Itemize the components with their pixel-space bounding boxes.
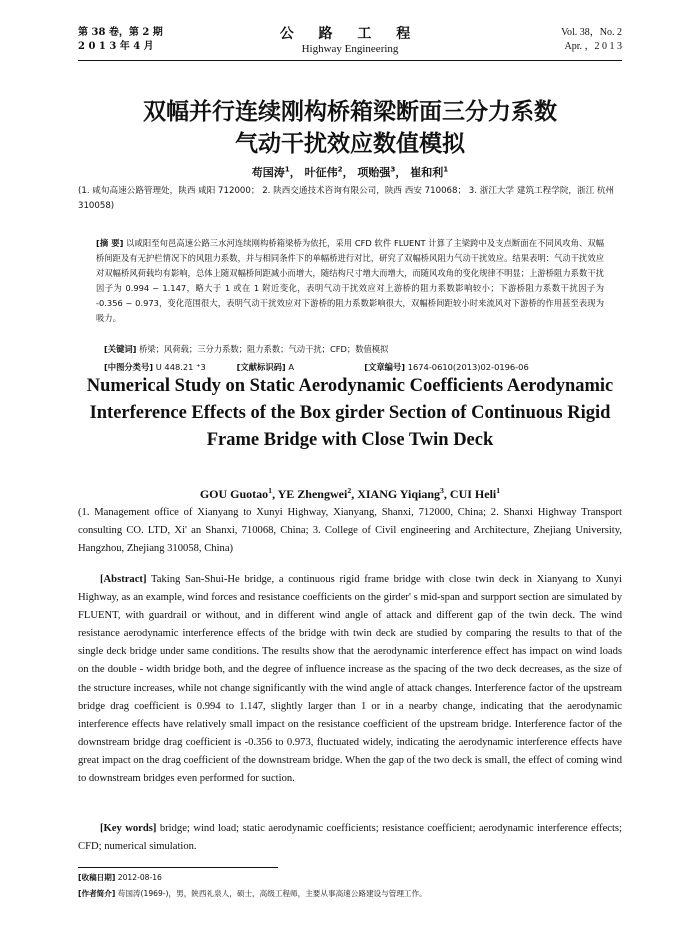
cn-title: 双幅并行连续刚构桥箱梁断面三分力系数 气动干扰效应数值模拟 — [143, 99, 557, 157]
en-abstract-text: Taking San-Shui-He bridge, a continuous rigid frame bridge with close twin deck in Xianyang to Xunyi Highway, as an example, wind forces and resistance coefficients on the girder' s mid-span and surpport section are simulated by FLUENT, with guardrail or without, and in different wind angle of attack and different gap of the twin deck. The wind resistance aerodynamic interference effects of the bridge with twin deck are studied by comparing the results to that of the single deck bridge under same conditions. The results show that the aerodynamic interference effect has impact on wind loads on the double - width bridge both, and the degree of influence increase as the spacing of the two deck decreases, as the size of the structure increases, while not change significantly with the wind angle of attack changes. Interference factor of the upstream bridge drag coefficient is 0.994 to 1.147, slightly larger than 1 or in a nearby change, indicating that the aerodynamic interference effects have relatively small impact on the resistance coefficient of the upstream bridge. Interference factor of the downstream bridge drag coefficient is -0.356 to 0.973, fluctuated widely, indicating the aerodynamic interference effects have great impact on the drag coefficient of the downstream bridge. When the gap of the two deck is small, the effect of coming wind to downstream bridges even performed for suction. — [78, 574, 622, 785]
cn-abstract — [96, 236, 604, 326]
journal-name-cn: 公 路 工 程 — [279, 26, 421, 42]
received-date: [收稿日期] 2012-08-16 — [78, 873, 162, 882]
cn-classification: [中图分类号] U 448.21 ⁺3 [文献标识码] A [文章编号] 1674-0610(2013)02-0196-06 — [104, 362, 529, 372]
volume-issue-en: Vol. 38，No. 2 Apr. ，2 0 1 3 — [561, 27, 622, 52]
en-authors: GOU Guotao$^1$, YE Zhengwei$^2$, XIANG Yiqiang$^3$, CUI Heli$^1$ — [199, 486, 501, 501]
en-keywords-label: [Key words] — [100, 823, 157, 834]
journal-name-en: Highway Engineering — [301, 43, 399, 55]
en-abstract-label: [Abstract] — [100, 574, 147, 585]
doc-code: A — [288, 362, 295, 372]
cn-abstract-label: [摘 要] — [96, 238, 124, 248]
running-header — [78, 26, 622, 60]
cn-keywords-label: [关键词] — [104, 344, 137, 354]
cn-keywords — [104, 343, 604, 355]
cn-affiliation: (1. 咸旬高速公路管理处，陕西 咸阳 712000； 2. 陕西交通技术咨询有限公司，陕西 西安 710068； 3. 浙江大学 建筑工程学院，浙江 杭州 310058) — [78, 186, 615, 211]
en-keywords-text: bridge; wind load; static aerodynamic coefficients; resistance coefficient; aerodynamic interference effects; CFD; numerical simulation. — [78, 823, 622, 852]
journal-name — [78, 26, 622, 57]
en-affiliation: (1. Management office of Xianyang to Xunyi Highway, Xianyang, Shanxi, 712000, China; 2. Shanxi Highway Transport consulting CO. LTD, Xi' an Shanxi, 710068, China; 3. College of Civil engineering and Architecture, Zhejiang University, Hangzhou, Zhejiang 310058, China) — [78, 507, 622, 554]
volume-issue-cn: 第 38 卷，第 2 期 2 0 1 3 年 4 月 — [78, 27, 163, 52]
cn-abstract-text: 以咸阳至旬邑高速公路三水河连续刚构桥箱梁桥为依托，采用 CFD 软件 FLUENT 计算了主梁跨中及支点断面在不同风攻角、双幅桥间距及有无护栏情况下的风阻力系数，并与相同条件下的单幅桥进行对比，研究了双幅桥风阻力气动干扰效应。结果表明：气动干扰效应对双幅桥风荷载均有影响，总体上随双幅桥间距减小而增大，随结构尺寸增大而增大，而随风攻角的变化规律不明显；上游桥阻力系数干扰因子为 0.994 ~ 1.147，略大于 1 或在 1 附近变化，表明气动干扰效应对上游桥的阻力系数影响较小；下游桥阻力系数干扰因子为 -0.356 ~ 0.973，变化范围很大，表明气动干扰效应对下游桥的阻力系数影响很大，双幅桥间距较小时来流风对下游桥的作用甚至表现为吸力。 — [96, 238, 604, 323]
en-keywords — [78, 820, 622, 856]
cn-keywords-text: 桥梁；风荷载；三分力系数；阻力系数；气动干扰；CFD；数值模拟 — [139, 344, 389, 354]
clc-number: U 448.21 ⁺3 — [155, 362, 206, 372]
header-rule — [78, 60, 622, 61]
en-title: Numerical Study on Static Aerodynamic Coefficients Aerodynamic Interference Effects of the Box girder Section of Continuous Rigid Frame Bridge with Close Twin Deck — [86, 376, 614, 450]
article-number: 1674-0610(2013)02-0196-06 — [407, 362, 529, 372]
author-bio: [作者简介] 苟国涛(1969-)，男，陕西礼泉人，硕士，高级工程师，主要从事高速公路建设与管理工作。 — [78, 889, 427, 898]
cn-authors: 苟国涛$^1$， 叶征伟$^2$， 项贻强$^3$， 崔和利$^1$ — [251, 164, 449, 179]
footnote-rule — [78, 867, 278, 868]
en-abstract — [78, 571, 622, 788]
